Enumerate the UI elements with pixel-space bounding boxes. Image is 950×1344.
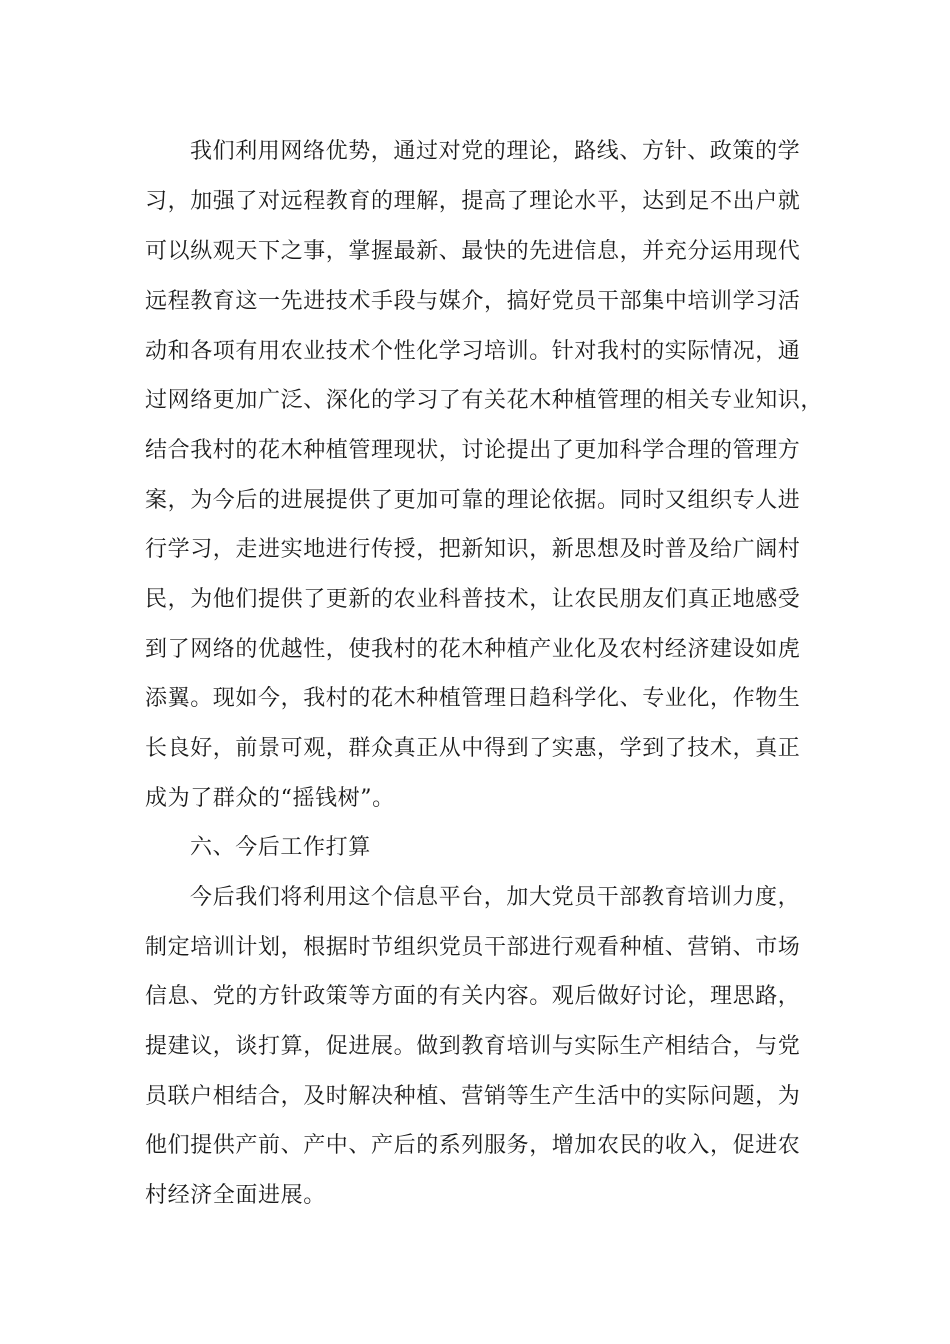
paragraph-1-line-4: 远程教育这一先进技术手段与媒介，搞好党员干部集中培训学习活 <box>145 289 801 314</box>
section-heading-6: 六、今后工作打算 <box>190 835 371 860</box>
paragraph-1-line-3: 可以纵观天下之事，掌握最新、最快的先进信息，并充分运用现代 <box>145 239 801 264</box>
paragraph-1-line-5: 动和各项有用农业技术个性化学习培训。针对我村的实际情况，通 <box>145 339 801 364</box>
paragraph-1-line-6: 过网络更加广泛、深化的学习了有关花木种植管理的相关专业知识， <box>145 388 824 413</box>
paragraph-1-line-1: 我们利用网络优势，通过对党的理论，路线、方针、政策的学 <box>190 139 801 164</box>
paragraph-1-line-11: 到了网络的优越性，使我村的花木种植产业化及农村经济建设如虎 <box>145 637 801 662</box>
paragraph-1-line-10: 民，为他们提供了更新的农业科普技术，让农民朋友们真正地感受 <box>145 587 801 612</box>
paragraph-2-line-4: 提建议，谈打算，促进展。做到教育培训与实际生产相结合，与党 <box>145 1034 801 1059</box>
paragraph-1-line-12: 添翼。现如今，我村的花木种植管理日趋科学化、专业化，作物生 <box>145 686 801 711</box>
paragraph-2-line-3: 信息、党的方针政策等方面的有关内容。观后做好讨论，理思路， <box>145 984 801 1009</box>
paragraph-2-line-2: 制定培训计划，根据时节组织党员干部进行观看种植、营销、市场 <box>145 935 801 960</box>
paragraph-1-line-13: 长良好，前景可观，群众真正从中得到了实惠，学到了技术，真正 <box>145 736 801 761</box>
paragraph-1-line-14: 成为了群众的“摇钱树”。 <box>145 786 395 811</box>
paragraph-2-line-1: 今后我们将利用这个信息平台，加大党员干部教育培训力度， <box>190 885 801 910</box>
paragraph-2-line-7: 村经济全面进展。 <box>145 1183 326 1208</box>
paragraph-1-line-7: 结合我村的花木种植管理现状，讨论提出了更加科学合理的管理方 <box>145 438 801 463</box>
paragraph-1-line-8: 案，为今后的进展提供了更加可靠的理论依据。同时又组织专人进 <box>145 488 801 513</box>
paragraph-1-line-9: 行学习，走进实地进行传授，把新知识，新思想及时普及给广阔村 <box>145 537 801 562</box>
paragraph-2-line-6: 他们提供产前、产中、产后的系列服务，增加农民的收入，促进农 <box>145 1133 801 1158</box>
paragraph-2-line-5: 员联户相结合，及时解决种植、营销等生产生活中的实际问题，为 <box>145 1084 801 1109</box>
paragraph-1-line-2: 习，加强了对远程教育的理解，提高了理论水平，达到足不出户就 <box>145 189 801 214</box>
